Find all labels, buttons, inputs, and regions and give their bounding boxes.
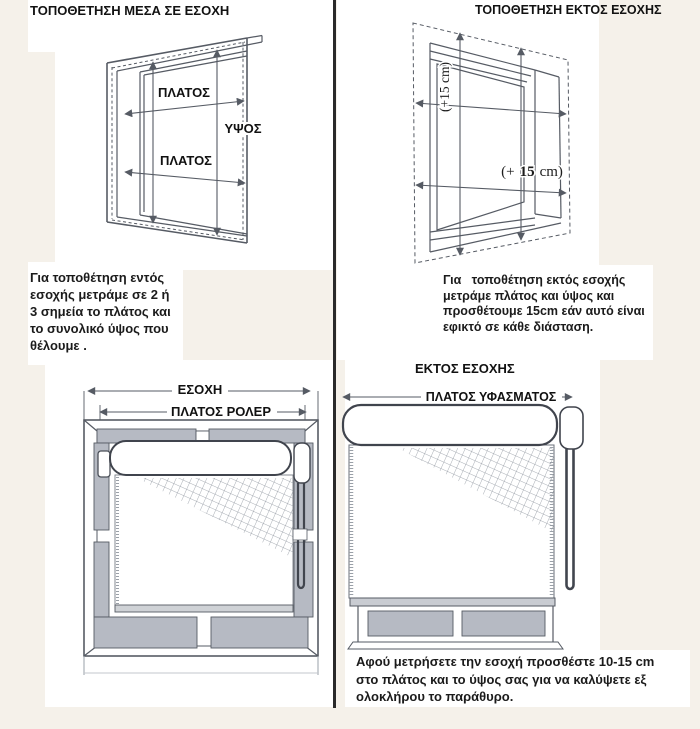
caption-top-right (443, 273, 645, 335)
center-divider-line (333, 0, 336, 708)
drawing-recess-inside (95, 30, 280, 265)
chain-connector (293, 529, 307, 540)
shade-bottom-bar (115, 605, 293, 612)
caption-bottom-right (356, 653, 654, 706)
caption-line: εφικτό σε κάθε διάσταση. (443, 319, 594, 334)
width-arrow-bottom (125, 172, 245, 183)
drawing-roller-inside-recess (75, 378, 333, 678)
caption-line: ολοκλήρου το παράθυρο. (356, 689, 514, 704)
label-plus15-horizontal: (+ 15 cm) (501, 164, 563, 180)
caption-line: το συνολικό ύψος που (30, 321, 169, 336)
caption-line: εσοχής μετράμε σε 2 ή (30, 287, 170, 302)
caption-line: Για τοποθέτηση εκτός εσοχής (443, 273, 626, 287)
label-platos-bottom: ΠΛΑΤΟΣ (160, 153, 212, 168)
chain-loop (567, 449, 574, 589)
window-left-jamb-lower (94, 542, 109, 617)
roller-bracket-left (98, 451, 110, 477)
roller-clutch (294, 443, 310, 483)
caption-top-left (30, 269, 171, 354)
roller-clutch (560, 407, 583, 449)
drawing-recess-outside (400, 18, 585, 270)
caption-line: Για τοποθέτηση εντός (30, 270, 165, 285)
title-bottom-right: ΕΚΤΟΣ ΕΣΟΧΗΣ (415, 361, 515, 376)
label-esoxi: ΕΣΟΧΗ (177, 382, 223, 397)
left-margin-strip (28, 52, 55, 262)
drawing-roller-outside-recess (340, 385, 595, 653)
roller-tube (110, 441, 291, 475)
title-top-right: ΤΟΠΟΘΕΤΗΣΗ ΕΚΤΟΣ ΕΣΟΧΗΣ (475, 3, 662, 17)
caption-line: 3 σημεία το πλάτος και (30, 304, 171, 319)
width-arrow-bottom (416, 185, 566, 193)
label-plus15-vertical: (+15 cm) (437, 62, 452, 112)
width-arrow-top (125, 101, 244, 114)
label-platos-roler: ΠΛΑΤΟΣ ΡΟΛΕΡ (170, 404, 272, 419)
shade-bottom-bar (350, 598, 555, 606)
label-ypsos: ΥΨΟΣ (224, 121, 262, 136)
label-platos-top: ΠΛΑΤΟΣ (158, 85, 210, 100)
label-platos-yfasmatos: ΠΛΑΤΟΣ ΥΦΑΣΜΑΤΟΣ (425, 390, 557, 404)
window-bottom-panel-left (368, 611, 453, 636)
caption-line: στο πλάτος και το ύψος σας για να καλύψετε εξ (356, 671, 647, 687)
window-bottom-panel-right (462, 611, 545, 636)
caption-line: Αφού μετρήσετε την εσοχή προσθέστε 10-15 cm (356, 654, 655, 669)
caption-line: προσθέτουμε 15cm εάν αυτό είναι (443, 304, 645, 318)
title-top-left: ΤΟΠΟΘΕΤΗΣΗ ΜΕΣΑ ΣΕ ΕΣΟΧΗ (30, 3, 230, 18)
window-bottom-panel-right (211, 617, 308, 648)
roller-tube (343, 405, 557, 445)
caption-line: θέλουμε . (30, 338, 87, 353)
window-sill (348, 642, 563, 649)
caption-line: μετράμε πλάτος και ύψος και (443, 288, 615, 303)
window-bottom-panel-left (94, 617, 197, 648)
